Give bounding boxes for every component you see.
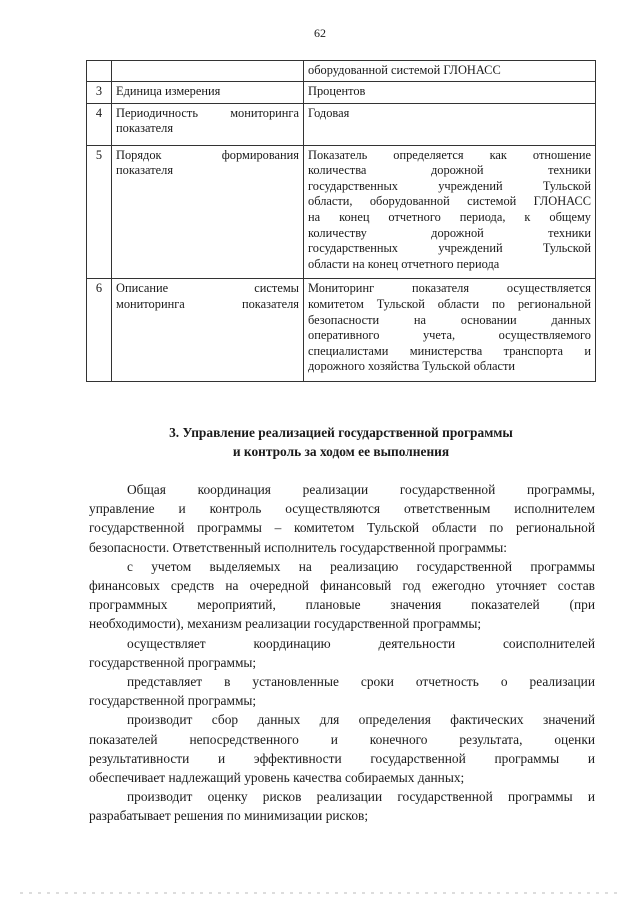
row-value-cell (304, 103, 596, 145)
value-line: дорожного хозяйства Тульской области (308, 359, 516, 374)
text-line: государственной программы; (89, 693, 257, 709)
table-row (87, 81, 596, 103)
text-line: производит оценку рисков реализации государственной программы и (127, 789, 595, 805)
value-line: государственных учреждений Тульской (308, 241, 591, 256)
name-line: Описание системы (116, 281, 299, 296)
row-name-cell (112, 103, 304, 145)
row-value-cell (304, 145, 596, 279)
value-line: Мониторинг показателя осуществляется (308, 281, 591, 296)
name-line: показателя (116, 121, 174, 136)
text-line: государственной программы – комитетом Тульской области по региональной (89, 520, 595, 536)
row-value-cell (304, 81, 596, 103)
value-line: комитетом Тульской области по региональной (308, 296, 591, 311)
text-line: обеспечивает надлежащий уровень качества собираемых данных; (89, 770, 465, 786)
table-row (87, 103, 596, 145)
row-number-cell (87, 61, 112, 82)
paragraph (89, 634, 595, 672)
text-line: Общая координация реализации государственной программы, (127, 482, 595, 497)
text-line: разрабатывает решения по минимизации рисков; (89, 808, 369, 824)
table-row (87, 145, 596, 279)
text-line: государственной программы; (89, 654, 257, 670)
row-number-cell: 4 (87, 103, 112, 145)
name-line: Порядок формирования (116, 147, 299, 162)
section-heading-line: и контроль за ходом ее выполнения (232, 444, 450, 459)
table-row (87, 279, 596, 382)
value-line: Годовая (308, 105, 350, 120)
text-line: финансовых средств на очередной финансовый год ежегодно уточняет состав (89, 578, 595, 594)
text-line: осуществляет координацию деятельности соисполнителей (127, 635, 595, 651)
value-line: Процентов (308, 83, 366, 98)
scan-artifact (20, 892, 620, 894)
value-line: на конец отчетного периода, к общему (308, 209, 591, 224)
value-line: количества дорожной техники (308, 163, 591, 178)
text-line: безопасности. Ответственный исполнитель государственной программы: (89, 539, 507, 555)
text-line: результативности и эффективности государственной программы и (89, 750, 595, 766)
paragraph (89, 672, 595, 710)
name-line: Периодичность мониторинга (116, 105, 299, 120)
paragraph (89, 710, 595, 787)
indicator-passport-table (86, 60, 596, 382)
row-number-cell: 5 (87, 145, 112, 279)
text-line: программных мероприятий, плановые значения показателей (при (89, 597, 595, 613)
row-number-cell: 6 (87, 279, 112, 382)
text-line: с учетом выделяемых на реализацию государственной программы (127, 558, 595, 574)
value-line: количеству дорожной техники (308, 225, 591, 240)
table-row (87, 61, 596, 82)
paragraph (89, 787, 595, 825)
value-line: оборудованной системой ГЛОНАСС (308, 63, 501, 77)
text-line: необходимости), механизм реализации государственной программы; (89, 616, 482, 632)
row-name-cell (112, 279, 304, 382)
row-value-cell (304, 61, 596, 82)
value-line: области, оборудованной системой ГЛОНАСС (308, 194, 591, 209)
row-name-cell (112, 61, 304, 82)
value-line: области на конец отчетного периода (308, 256, 500, 271)
value-line: государственных учреждений Тульской (308, 178, 591, 193)
section-heading-line: 3. Управление реализацией государственной программы (169, 425, 513, 440)
text-line: показателей непосредственного и конечного результата, оценки (89, 731, 595, 747)
row-value-cell (304, 279, 596, 382)
name-line: мониторинга показателя (116, 296, 299, 311)
text-line: управление и контроль осуществляются ответственным исполнителем (89, 501, 595, 517)
value-line: Показатель определяется как отношение (308, 147, 591, 162)
text-line: представляет в установленные сроки отчетность о реализации (127, 674, 595, 690)
value-line: безопасности на основании данных (308, 312, 591, 327)
section-heading (86, 423, 596, 461)
row-name-cell (112, 145, 304, 279)
page-number: 62 (314, 26, 326, 40)
value-line: оперативного учета, осуществляемого (308, 328, 591, 343)
row-number-cell: 3 (87, 81, 112, 103)
value-line: специалистами министерства транспорта и (308, 343, 591, 358)
name-line: показателя (116, 163, 174, 178)
text-line: производит сбор данных для определения фактических значений (127, 712, 595, 728)
paragraph (89, 557, 595, 634)
section-body (89, 480, 595, 826)
row-name-cell: Единица измерения (112, 81, 304, 103)
paragraph (89, 480, 595, 557)
